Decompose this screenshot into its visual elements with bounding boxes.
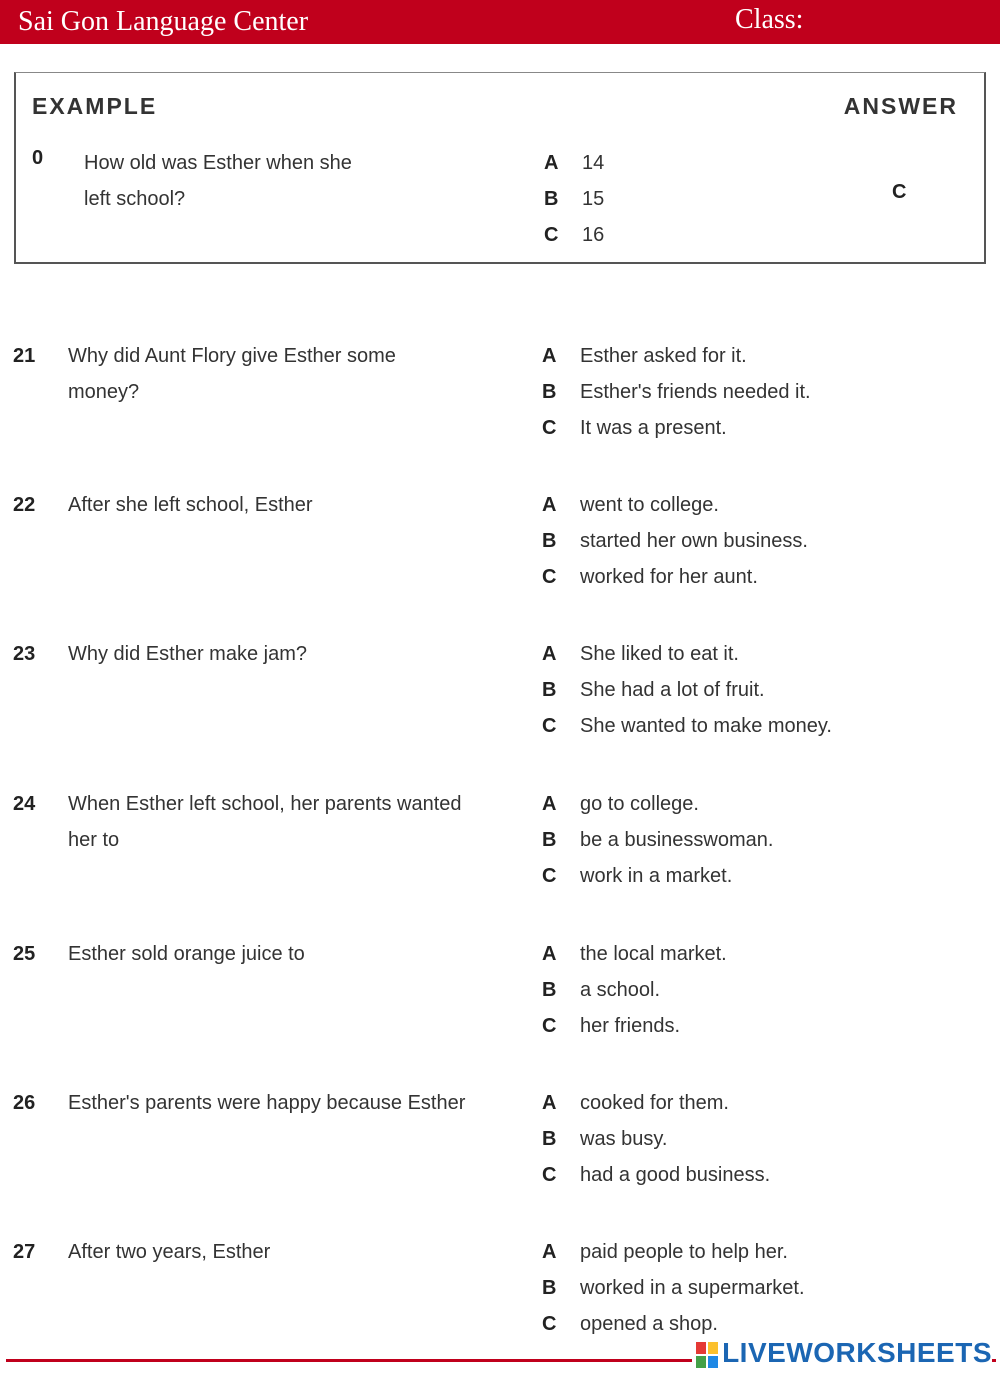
answer-option[interactable] (542, 1008, 727, 1044)
option-letter: C (542, 1015, 557, 1037)
option-text: cooked for them. (580, 1092, 729, 1114)
class-label: Class: (735, 4, 804, 35)
page-header (0, 0, 1000, 44)
option-text: had a good business. (580, 1164, 771, 1186)
answer-option[interactable] (542, 636, 832, 672)
question-number: 27 (13, 1241, 36, 1263)
question-item (0, 1085, 1000, 1205)
option-text: 15 (582, 188, 605, 210)
answer-option[interactable] (542, 708, 832, 744)
option-letter: C (544, 224, 559, 246)
answer-options (542, 1234, 805, 1342)
answer-option[interactable] (542, 786, 773, 822)
option-text: Esther asked for it. (580, 345, 747, 367)
answer-label: ANSWER (843, 93, 958, 119)
question-text: When Esther left school, her parents wanted her to (68, 793, 462, 851)
option-letter: A (542, 943, 557, 965)
answer-option[interactable] (542, 1121, 770, 1157)
answer-option[interactable] (542, 822, 773, 858)
answer-option[interactable] (542, 523, 808, 559)
question-item (0, 338, 1000, 458)
option-letter: C (542, 865, 557, 887)
answer-option[interactable] (542, 936, 727, 972)
option-text: 16 (582, 224, 605, 246)
question-number: 26 (13, 1092, 36, 1114)
option-text: She had a lot of fruit. (580, 679, 765, 701)
option-letter: B (544, 188, 559, 210)
answer-options (542, 636, 832, 744)
brand-name: LIVEWORKSHEETS (722, 1337, 992, 1368)
option-letter: A (542, 1241, 557, 1263)
example-box (14, 72, 986, 264)
option-text: work in a market. (580, 865, 733, 887)
answer-options (542, 786, 773, 894)
option-letter: B (542, 979, 557, 1001)
option-letter: A (542, 1092, 557, 1114)
question-number: 22 (13, 494, 36, 516)
example-question: How old was Esther when she left school? (84, 152, 352, 210)
option-text: go to college. (580, 793, 699, 815)
option-text: 14 (582, 152, 605, 174)
option-letter: A (542, 345, 557, 367)
question-text: After she left school, Esther (68, 494, 313, 516)
answer-option[interactable] (542, 672, 832, 708)
option-text: went to college. (580, 494, 719, 516)
option-text: She wanted to make money. (580, 715, 832, 737)
option-letter: C (542, 1313, 557, 1335)
question-text: After two years, Esther (68, 1241, 271, 1263)
answer-option[interactable] (542, 1157, 770, 1193)
question-number: 24 (13, 793, 36, 815)
answer-option[interactable] (542, 858, 773, 894)
option-letter: A (544, 152, 559, 174)
option-text: It was a present. (580, 417, 727, 439)
option-text: her friends. (580, 1015, 681, 1037)
answer-option[interactable] (542, 338, 811, 374)
example-title: EXAMPLE (32, 93, 158, 119)
option-letter: B (542, 679, 557, 701)
answer-option[interactable] (542, 410, 811, 446)
example-answer: C (892, 181, 907, 203)
answer-option[interactable] (542, 374, 811, 410)
brand-logo (692, 1336, 992, 1370)
liveworksheets-logo-icon (696, 1342, 718, 1368)
answer-options (542, 338, 811, 446)
example-option (544, 181, 604, 217)
option-letter: C (542, 715, 557, 737)
question-text: Esther sold orange juice to (68, 943, 305, 965)
option-letter: B (542, 1277, 557, 1299)
option-letter: C (542, 417, 557, 439)
question-item (0, 636, 1000, 756)
option-text: be a businesswoman. (580, 829, 774, 851)
option-text: was busy. (580, 1128, 668, 1150)
question-text: Esther's parents were happy because Esther (68, 1092, 466, 1114)
question-text: Why did Aunt Flory give Esther some money? (68, 345, 396, 403)
option-letter: C (542, 566, 557, 588)
option-text: opened a shop. (580, 1313, 718, 1335)
option-text: the local market. (580, 943, 727, 965)
example-number: 0 (32, 147, 44, 169)
question-item (0, 786, 1000, 906)
option-text: Esther's friends needed it. (580, 381, 811, 403)
answer-option[interactable] (542, 487, 808, 523)
question-number: 21 (13, 345, 36, 367)
answer-option[interactable] (542, 1270, 805, 1306)
option-letter: A (542, 793, 557, 815)
answer-option[interactable] (542, 1085, 770, 1121)
example-option (544, 145, 604, 181)
answer-options (542, 936, 727, 1044)
example-options (544, 145, 604, 253)
option-text: started her own business. (580, 530, 808, 552)
answer-option[interactable] (542, 1234, 805, 1270)
school-name: Sai Gon Language Center (18, 6, 309, 37)
option-letter: B (542, 381, 557, 403)
option-text: She liked to eat it. (580, 643, 739, 665)
answer-options (542, 487, 808, 595)
option-letter: B (542, 530, 557, 552)
answer-option[interactable] (542, 559, 808, 595)
question-number: 23 (13, 643, 36, 665)
option-letter: B (542, 829, 557, 851)
option-letter: C (542, 1164, 557, 1186)
question-item (0, 487, 1000, 607)
question-text: Why did Esther make jam? (68, 643, 307, 665)
question-item (0, 936, 1000, 1056)
question-number: 25 (13, 943, 36, 965)
option-text: worked for her aunt. (580, 566, 758, 588)
option-text: a school. (580, 979, 661, 1001)
option-letter: B (542, 1128, 557, 1150)
option-text: paid people to help her. (580, 1241, 788, 1263)
example-option (544, 217, 604, 253)
answer-options (542, 1085, 770, 1193)
option-letter: A (542, 494, 557, 516)
option-text: worked in a supermarket. (580, 1277, 805, 1299)
option-letter: A (542, 643, 557, 665)
answer-option[interactable] (542, 972, 727, 1008)
